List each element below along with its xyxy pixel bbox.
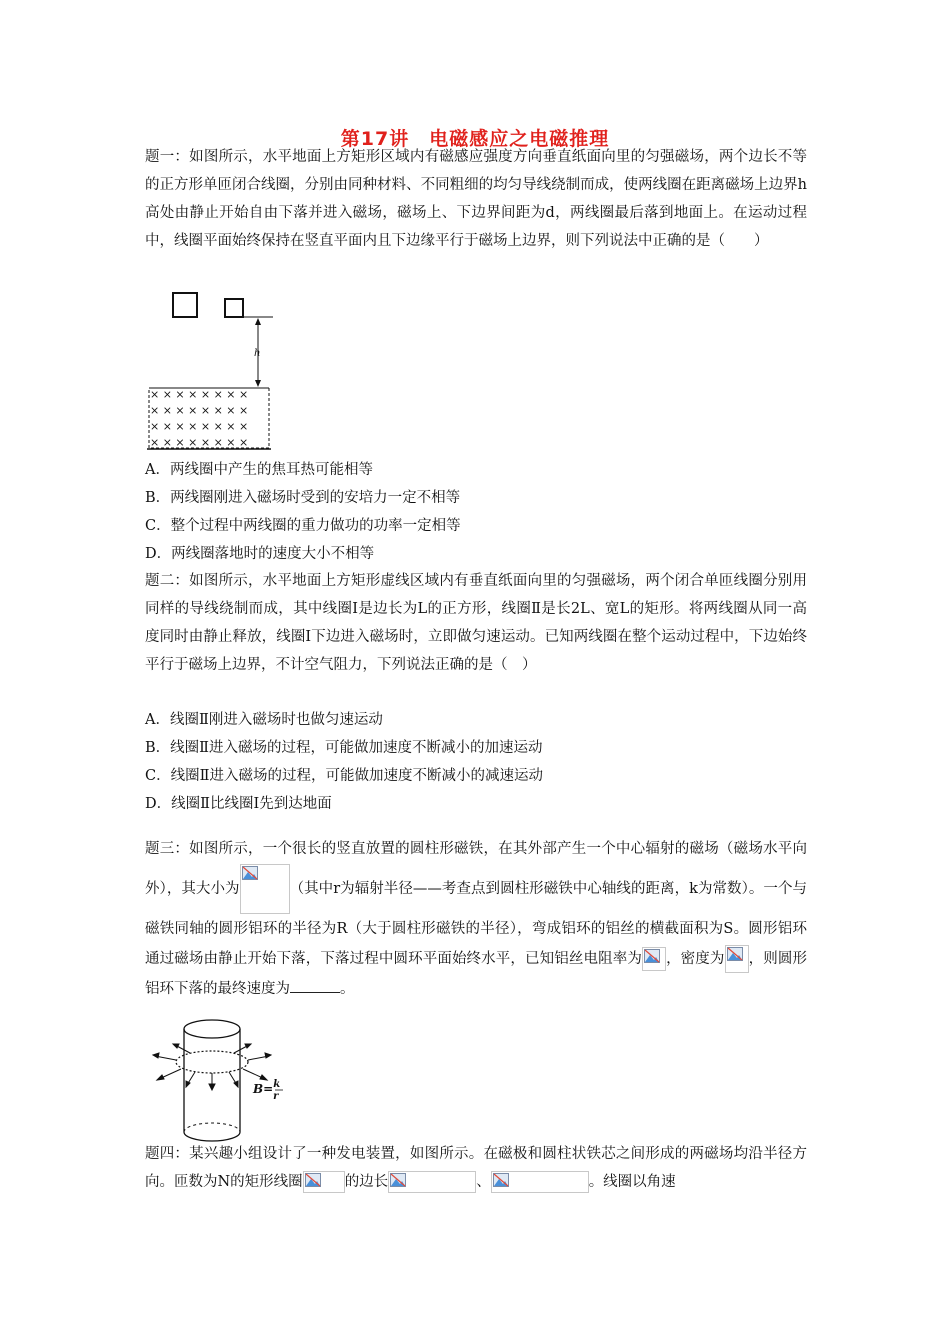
q4-text-1: 题四：某兴趣小组设计了一种发电装置，如图所示。在磁极和圆柱状铁芯之间形成的两磁场均沿半径方向。匝数为N的矩形线圈	[145, 1146, 807, 1190]
q2-option-b: B．线圈Ⅱ进入磁场的过程，可能做加速度不断减小的加速运动	[145, 740, 543, 756]
magnet-top-ellipse	[184, 1020, 240, 1038]
q3-text-1: 题三：如图所示，一个很长的竖直放置的圆柱形磁铁，在其外部产生一个中心辐射的磁场（磁场水平向外），其大小为	[145, 841, 807, 897]
question-1-stem: 题一：如图所示，水平地面上方矩形区域内有磁感应强度方向垂直纸面向里的匀强磁场，两个边长不等的正方形单匝闭合线圈，分别由同种材料、不同粗细的均匀导线绕制而成，使两线圈在距离磁场上边界h高处由静止开始自由下落并进入磁场，磁场上、下边界间距为d，两线圈最后落到地面上。在运动过程中，线圈平面始终保持在竖直平面内且下边缘平行于磁场上边界，则下列说法中正确的是（ ）	[145, 149, 807, 249]
svg-text:× × × × × × × ×: × × × × × × × ×	[150, 420, 249, 433]
q4-text-3: 、	[476, 1174, 491, 1190]
field-formula-label: B=$^k$ r	[253, 1079, 281, 1102]
q3-text-3: ，密度为	[665, 951, 725, 967]
broken-image-icon	[644, 949, 660, 963]
broken-image-icon	[493, 1173, 509, 1187]
q4-text-4: 。线圈以角速	[588, 1174, 676, 1190]
small-coil-square	[225, 299, 243, 317]
q1-option-d: D．两线圈落地时的速度大小不相等	[145, 546, 375, 562]
formula-image-placeholder	[491, 1171, 589, 1193]
svg-text:× × × × × × × ×: × × × × × × × ×	[150, 388, 249, 401]
h-label: h	[254, 348, 261, 359]
q3-text-5: 。	[340, 981, 355, 997]
q2-option-a: A．线圈Ⅱ刚进入磁场时也做匀速运动	[145, 712, 383, 728]
question-4-stem	[145, 1140, 807, 1196]
page-title: 第17讲 电磁感应之电磁推理	[340, 128, 610, 150]
svg-text:× × × × × × × ×: × × × × × × × ×	[150, 436, 249, 449]
broken-image-icon	[242, 866, 258, 880]
formula-image-placeholder	[303, 1171, 345, 1193]
answer-blank	[290, 978, 340, 993]
field-crosses	[150, 388, 248, 449]
formula-image-placeholder	[725, 945, 749, 973]
q3-text-4: ，则圆形铝环下落的最终速度为	[145, 951, 808, 997]
q1-figure	[145, 290, 275, 452]
q2-option-d: D．线圈Ⅱ比线圈Ⅰ先到达地面	[145, 796, 332, 812]
formula-image-placeholder	[388, 1171, 476, 1193]
q3-figure	[145, 1015, 295, 1147]
q1-option-a: A．两线圈中产生的焦耳热可能相等	[145, 462, 373, 478]
broken-image-icon	[305, 1173, 321, 1187]
q3-text-2: （其中r为辐射半径——考查点到圆柱形磁铁中心轴线的距离，k为常数）。一个与磁铁同轴的圆形铝环的半径为R（大于圆柱形磁铁的半径），弯成铝环的铝丝的横截面积为S。圆形铝环通过磁场由静止开始下落，下落过程中圆环平面始终水平，已知铝丝电阻率为	[145, 881, 808, 967]
broken-image-icon	[390, 1173, 406, 1187]
formula-image-placeholder	[642, 947, 666, 971]
aluminum-ring	[176, 1051, 248, 1073]
question-2-stem: 题二：如图所示，水平地面上方矩形虚线区域内有垂直纸面向里的匀强磁场，两个闭合单匝线圈分别用同样的导线绕制而成，其中线圈Ⅰ是边长为L的正方形，线圈Ⅱ是长2L、宽L的矩形。将两线圈从同一高度同时由静止释放，线圈Ⅰ下边进入磁场时，立即做匀速运动。已知两线圈在整个运动过程中，下边始终平行于磁场上边界，不计空气阻力，下列说法正确的是（ ）	[145, 573, 807, 673]
broken-image-icon	[727, 947, 743, 961]
formula-image-placeholder	[240, 864, 290, 914]
q1-option-c: C．整个过程中两线圈的重力做功的功率一定相等	[145, 518, 461, 534]
q1-option-b: B．两线圈刚进入磁场时受到的安培力一定不相等	[145, 490, 461, 506]
question-3-stem	[145, 834, 807, 1004]
q4-text-2: 的边长	[344, 1174, 389, 1190]
svg-text:× × × × × × × ×: × × × × × × × ×	[150, 404, 249, 417]
q2-option-c: C．线圈Ⅱ进入磁场的过程，可能做加速度不断减小的减速运动	[145, 768, 543, 784]
large-coil-square	[173, 293, 197, 317]
